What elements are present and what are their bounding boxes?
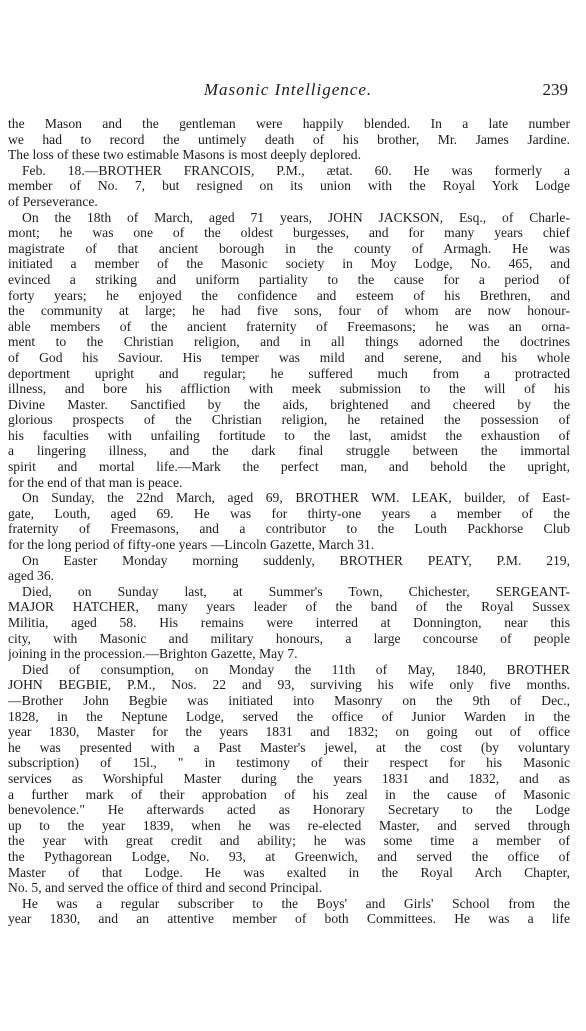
text-line: initiated a member of the Masonic society in Moy Lodge, No. 465, and xyxy=(8,256,570,272)
text-line: able members of the ancient fraternity of Freemasons; he was an orna- xyxy=(8,318,570,334)
text-line: for the end of that man is peace. xyxy=(8,474,183,490)
running-title: Masonic Intelligence. xyxy=(203,80,373,99)
text-line: Militia, aged 58. His remains were interred at Donnington, near this xyxy=(8,615,570,630)
text-line: benevolence." He afterwards acted as Honorary Secretary to the Lodge xyxy=(8,802,570,818)
article-body xyxy=(8,116,570,927)
text-line: gate, Louth, aged 69. He was for thirty-one years a member of the xyxy=(8,505,570,521)
text-line: a further mark of their approbation of his zeal in the cause of Masonic xyxy=(8,786,570,802)
text-line: illness, and bore his affliction with meek submission to the will of his xyxy=(8,381,570,397)
text-line: —Brother John Begbie was initiated into Masonry on the 9th of Dec., xyxy=(8,692,570,708)
text-line: Divine Master. Sanctified by the aids, brightened and cheered by the xyxy=(8,396,570,412)
text-line: spirit and mortal life.—Mark the perfect man, and behold the upright, xyxy=(8,459,570,475)
text-line: year 1830, Master for the years 1831 and 1832; on going out of office xyxy=(8,724,570,740)
text-line: The loss of these two estimable Masons is most deeply deplored. xyxy=(8,147,361,163)
text-line: his faculties with unfailing fortitude to the last, amidst the exhaustion of xyxy=(8,427,570,443)
text-line: JOHN BEGBIE, P.M., Nos. 22 and 93, surviving his wife only five months. xyxy=(8,677,570,693)
text-line: he was presented with a Past Master's jewel, at the cost (by voluntary xyxy=(8,739,570,755)
text-line: the Mason and the gentleman were happily blended. In a late number xyxy=(8,116,570,131)
text-line: glorious prospects of the Christian religion, he retained the possession of xyxy=(8,412,570,428)
text-line: city, with Masonic and military honours, a large concourse of people xyxy=(8,630,570,646)
text-line: up to the year 1839, when he was re-elected Master, and served through xyxy=(8,817,570,833)
text-line: fraternity of Freemasons, and a contributor to the Louth Packhorse Club xyxy=(8,521,570,537)
page-number: 239 xyxy=(542,80,568,99)
text-line: Died, on Sunday last, at Summer's Town, Chichester, SERGEANT- xyxy=(22,583,570,599)
page-header xyxy=(8,80,568,106)
text-line: Died of consumption, on Monday the 11th of May, 1840, BROTHER xyxy=(22,661,570,677)
text-line: forty years; he enjoyed the confidence and esteem of his Brethren, and xyxy=(8,287,570,303)
text-line: subscription) of 15l., " in testimony of their respect for his Masonic xyxy=(8,755,570,771)
text-line: Master of that Lodge. He was exalted in the Royal Arch Chapter, xyxy=(8,864,570,880)
text-line: mont; he was one of the oldest burgesses, and for many years chief xyxy=(8,225,570,241)
text-line: services as Worshipful Master during the years 1831 and 1832, and as xyxy=(8,770,570,786)
text-line: aged 36. xyxy=(8,568,55,584)
text-line: we had to record the untimely death of his brother, Mr. James Jardine. xyxy=(8,131,570,147)
text-line: joining in the procession.—Brighton Gazette, May 7. xyxy=(8,646,298,662)
text-line: for the long period of fifty-one years —Lincoln Gazette, March 31. xyxy=(8,537,375,553)
text-line: No. 5, and served the office of third and second Principal. xyxy=(8,880,323,896)
text-line: MAJOR HATCHER, many years leader of the band of the Royal Sussex xyxy=(8,599,570,615)
text-line: evinced a striking and uniform partiality to the cause for a period of xyxy=(8,271,570,287)
text-line: On Sunday, the 22nd March, aged 69, BROTHER WM. LEAK, builder, of East- xyxy=(22,490,570,506)
text-line: of God his Saviour. His temper was mild and serene, and his whole xyxy=(8,349,570,365)
text-line: Feb. 18.—BROTHER FRANCOIS, P.M., ætat. 60. He was formerly a xyxy=(22,162,570,178)
text-line: of Perseverance. xyxy=(8,193,98,209)
text-line: magistrate of that ancient borough in the county of Armagh. He was xyxy=(8,240,570,256)
text-line: the year with great credit and ability; he was some time a member of xyxy=(8,833,570,849)
text-line: On Easter Monday morning suddenly, BROTHER PEATY, P.M. 219, xyxy=(22,552,570,568)
text-line: a lingering illness, and the dark final struggle between the immortal xyxy=(8,443,570,459)
text-line: the community at large; he had five sons, four of whom are now honour- xyxy=(8,303,570,319)
text-line: 1828, in the Neptune Lodge, served the office of Junior Warden in the xyxy=(8,708,570,724)
text-line: ment to the Christian religion, and in all things adorned the doctrines xyxy=(8,334,570,350)
text-line: the Pythagorean Lodge, No. 93, at Greenwich, and served the office of xyxy=(8,848,570,864)
text-line: He was a regular subscriber to the Boys' and Girls' School from the xyxy=(22,895,570,911)
text-line: On the 18th of March, aged 71 years, JOHN JACKSON, Esq., of Charle- xyxy=(22,209,570,225)
text-line: member of No. 7, but resigned on its union with the Royal York Lodge xyxy=(8,178,570,194)
text-line: year 1830, and an attentive member of both Committees. He was a life xyxy=(8,911,570,927)
text-line: deportment upright and regular; he suffered much from a protracted xyxy=(8,365,570,381)
